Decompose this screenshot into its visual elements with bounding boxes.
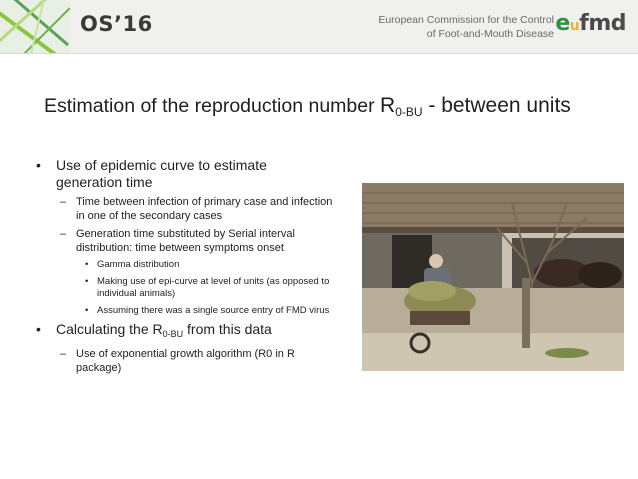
- bullet-calculating-prefix: Calculating the R: [56, 321, 163, 337]
- sub-sub-bullet-single-source: • Assuming there was a single source entry of FMD virus: [82, 305, 334, 318]
- sub-bullet-time-between-infection: – Time between infection of primary case and infection in one of the secondary cases: [56, 195, 334, 223]
- header-band: [0, 0, 638, 53]
- bullet-epidemic-curve: • Use of epidemic curve to estimate generation time: [34, 157, 334, 191]
- slide-title: [44, 94, 571, 119]
- sub-bullet-exponential-growth: – Use of exponential growth algorithm (R0 in R package): [56, 347, 334, 375]
- organisation-name: [378, 13, 554, 41]
- title-subscript: 0-BU: [395, 105, 423, 119]
- bullet-list: [34, 157, 334, 379]
- os16-logo-icon: [0, 0, 70, 53]
- eufmd-logo-e: e: [555, 11, 570, 36]
- bullet-calculating: [34, 321, 334, 343]
- title-prefix: Estimation of the reproduction number: [44, 95, 381, 117]
- title-r: R: [380, 94, 396, 117]
- eufmd-logo: [555, 11, 626, 36]
- organisation-line-1: European Commission for the Control: [378, 14, 554, 26]
- farm-photo: [362, 183, 624, 371]
- organisation-line-2: of Foot-and-Mouth Disease: [426, 28, 554, 40]
- eufmd-logo-u: u: [569, 18, 580, 34]
- sub-sub-bullet-gamma: • Gamma distribution: [82, 259, 334, 272]
- sub-bullet-generation-time: – Generation time substituted by Serial interval distribution: time between symptoms onset: [56, 227, 334, 255]
- header-divider: [0, 53, 638, 54]
- eufmd-logo-rest: fmd: [579, 11, 626, 36]
- sub-sub-bullet-epi-curve: • Making use of epi-curve at level of units (as opposed to individual animals): [82, 276, 334, 301]
- title-suffix: - between units: [422, 94, 571, 117]
- event-label: OS’16: [80, 12, 153, 36]
- bullet-calculating-subscript: 0-BU: [162, 329, 184, 339]
- bullet-calculating-suffix: from this data: [183, 321, 272, 337]
